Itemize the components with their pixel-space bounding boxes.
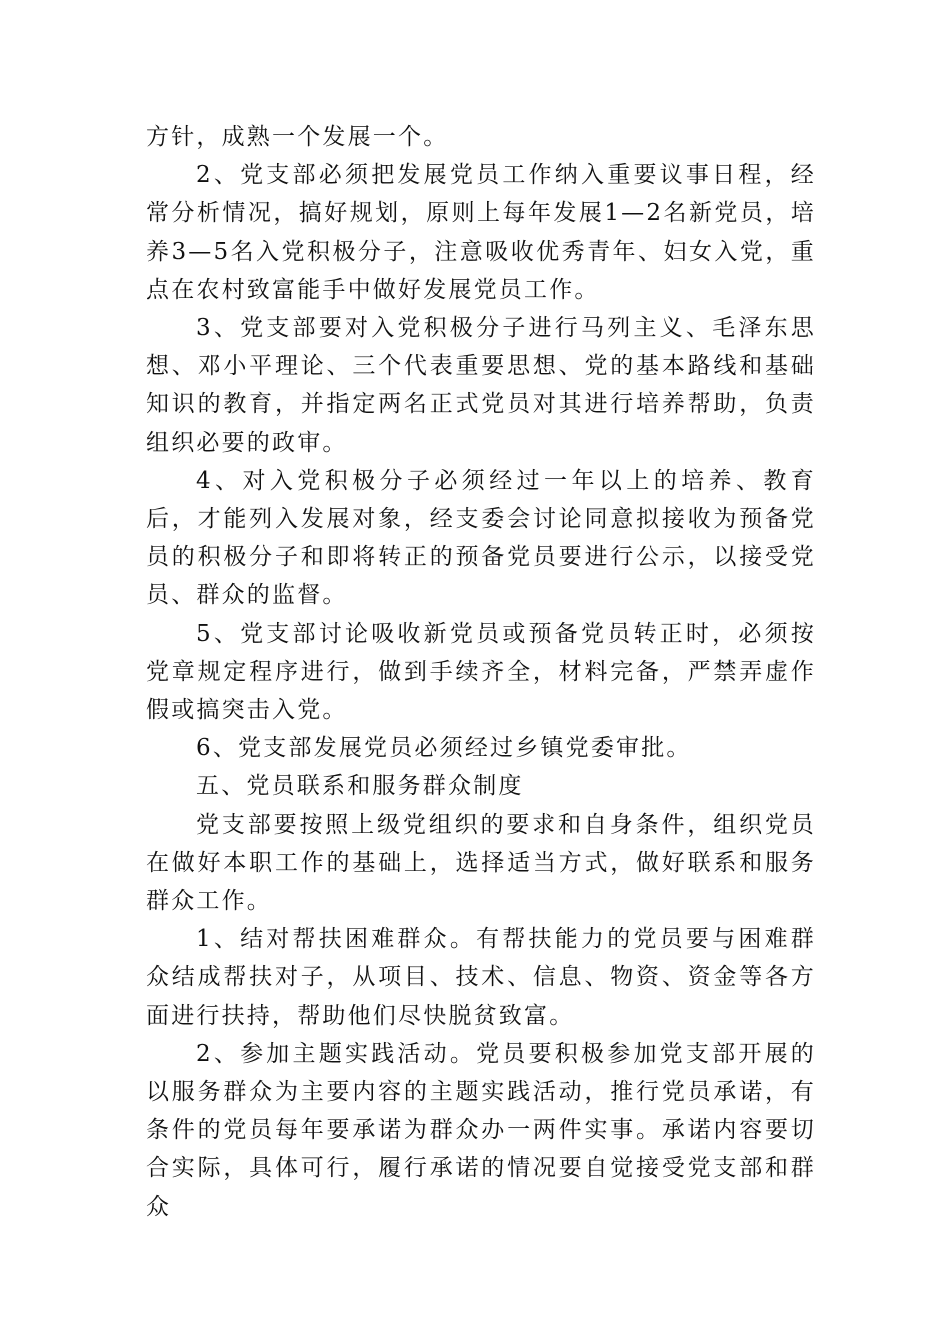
paragraph-item-6: 6、党支部发展党员必须经过乡镇党委审批。 [196, 735, 692, 762]
paragraph-item-3: 3、党支部要对入党积极分子进行马列主义、毛泽东思想、邓小平理论、三个代表重要思想、党的基本路线和基础知识的教育，并指定两名正式党员对其进行培养帮助，负责组织必要的政审。 [146, 315, 816, 456]
document-body [146, 118, 816, 1226]
paragraph-item-2: 2、党支部必须把发展党员工作纳入重要议事日程，经常分析情况，搞好规划，原则上每年发展1—2名新党员，培养3—5名入党积极分子，注意吸收优秀青年、妇女入党，重点在农村致富能手中做好发展党员工作。 [146, 162, 816, 303]
paragraph-item-5: 5、党支部讨论吸收新党员或预备党员转正时，必须按党章规定程序进行，做到手续齐全，材料完备，严禁弄虚作假或搞突击入党。 [146, 620, 816, 724]
paragraph-service-item-1: 1、结对帮扶困难群众。有帮扶能力的党员要与困难群众结成帮扶对子，从项目、技术、信息、物资、资金等各方面进行扶持，帮助他们尽快脱贫致富。 [146, 926, 816, 1029]
paragraph-item-4: 4、对入党积极分子必须经过一年以上的培养、教育后，才能列入发展对象，经支委会讨论同意拟接收为预备党员的积极分子和即将转正的预备党员要进行公示，以接受党员、群众的监督。 [146, 467, 816, 609]
section-heading-5: 五、党员联系和服务群众制度 [196, 773, 524, 800]
section-intro-paragraph: 党支部要按照上级党组织的要求和自身条件，组织党员在做好本职工作的基础上，选择适当方式，做好联系和服务群众工作。 [146, 811, 816, 915]
paragraph-continuation: 方针，成熟一个发展一个。 [146, 124, 449, 150]
paragraph-service-item-2: 2、参加主题实践活动。党员要积极参加党支部开展的以服务群众为主要内容的主题实践活动，推行党员承诺，有条件的党员每年要承诺为群众办一两件实事。承诺内容要切合实际，具体可行，履行承诺的情况要自觉接受党支部和群众 [146, 1040, 816, 1220]
